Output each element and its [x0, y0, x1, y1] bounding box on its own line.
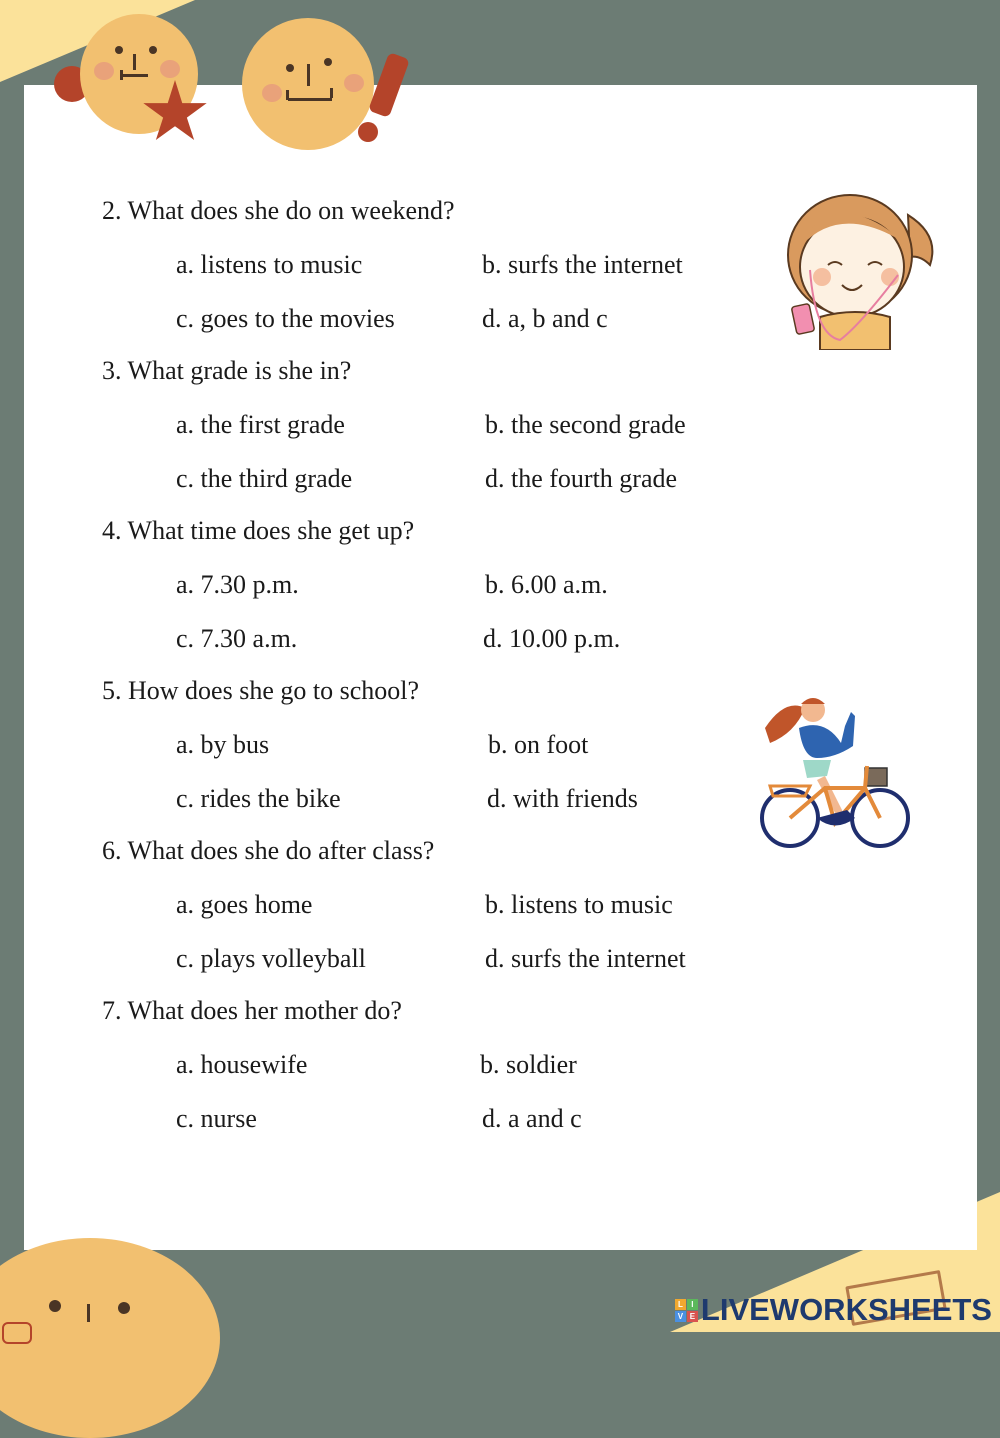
q5-option-d[interactable]: d. with friends	[487, 784, 638, 813]
q2-option-c[interactable]: c. goes to the movies	[176, 304, 395, 333]
q7-option-b[interactable]: b. soldier	[480, 1050, 577, 1079]
question-2: 2. What does she do on weekend?	[102, 196, 455, 225]
q5-option-c[interactable]: c. rides the bike	[176, 784, 341, 813]
q6-option-c[interactable]: c. plays volleyball	[176, 944, 366, 973]
q2-option-b[interactable]: b. surfs the internet	[482, 250, 683, 279]
q7-option-c[interactable]: c. nurse	[176, 1104, 257, 1133]
q3-option-a[interactable]: a. the first grade	[176, 410, 345, 439]
girl-riding-bike-icon	[755, 688, 915, 858]
girl-listening-music-icon	[780, 185, 940, 350]
q4-option-b[interactable]: b. 6.00 a.m.	[485, 570, 608, 599]
question-6: 6. What does she do after class?	[102, 836, 435, 865]
watermark-text: LIVEWORKSHEETS	[700, 1292, 992, 1327]
q2-option-d[interactable]: d. a, b and c	[482, 304, 608, 333]
q6-option-b[interactable]: b. listens to music	[485, 890, 673, 919]
q5-option-b[interactable]: b. on foot	[488, 730, 589, 759]
q3-option-c[interactable]: c. the third grade	[176, 464, 353, 493]
q4-option-d[interactable]: d. 10.00 p.m.	[483, 624, 621, 653]
question-5: 5. How does she go to school?	[102, 676, 420, 705]
q4-option-a[interactable]: a. 7.30 p.m.	[176, 570, 299, 599]
q5-option-a[interactable]: a. by bus	[176, 730, 270, 759]
q2-option-a[interactable]: a. listens to music	[176, 250, 363, 279]
q3-option-b[interactable]: b. the second grade	[485, 410, 686, 439]
q4-option-c[interactable]: c. 7.30 a.m.	[176, 624, 298, 653]
question-4: 4. What time does she get up?	[102, 516, 415, 545]
q7-option-a[interactable]: a. housewife	[176, 1050, 308, 1079]
q7-option-d[interactable]: d. a and c	[482, 1104, 582, 1133]
q6-option-d[interactable]: d. surfs the internet	[485, 944, 686, 973]
q6-option-a[interactable]: a. goes home	[176, 890, 313, 919]
question-3: 3. What grade is she in?	[102, 356, 352, 385]
q3-option-d[interactable]: d. the fourth grade	[485, 464, 678, 493]
question-7: 7. What does her mother do?	[102, 996, 402, 1025]
liveworksheets-logo-icon: L I V E	[675, 1299, 698, 1322]
liveworksheets-watermark	[675, 1292, 992, 1328]
